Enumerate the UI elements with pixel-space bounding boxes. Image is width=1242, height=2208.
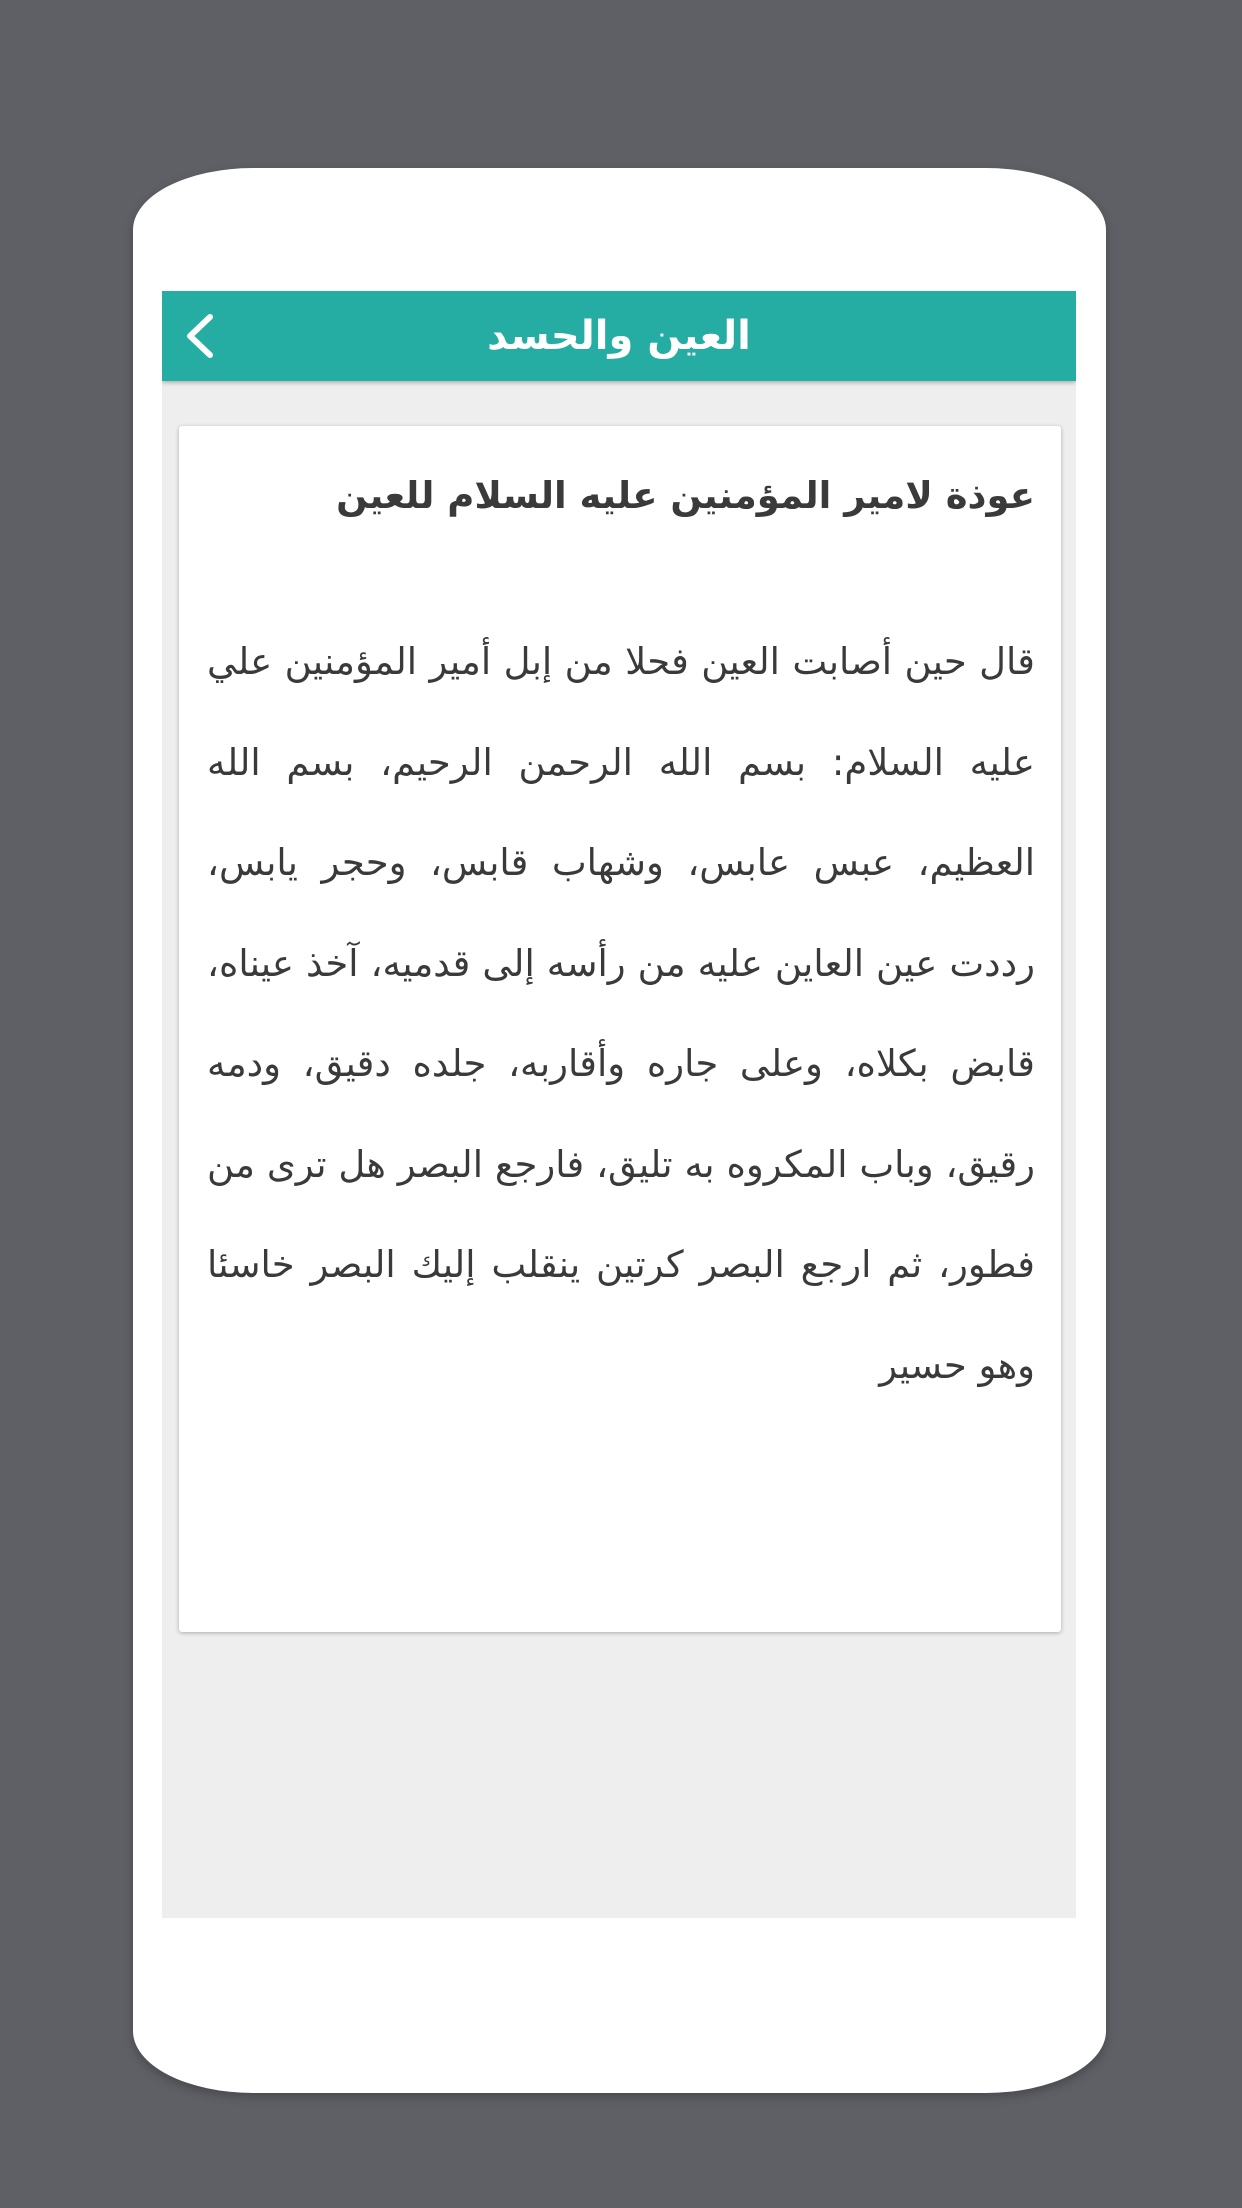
card-heading: عوذة لامير المؤمنين عليه السلام للعين — [336, 474, 1035, 517]
content-card — [179, 426, 1061, 1632]
app-bar — [162, 291, 1076, 381]
page-title: العين والحسد — [487, 313, 751, 359]
app-screen — [162, 291, 1076, 1918]
chevron-left-icon[interactable] — [170, 306, 230, 366]
card-body-text: قال حين أصابت العين فحلا من إبل أمير المؤمنين علي عليه السلام: بسم الله الرحمن الرحيم، بسم الله العظيم، عبس عابس، وشهاب قابس، وحجر يابس، رددت عين العاين عليه من رأسه إلى قدميه، آخذ عيناه، قابض بكلاه، وعلى جاره وأقاربه، جلده دقيق، ودمه رقيق، وباب المكروه به تليق، فارجع البصر هل ترى من فطور، ثم ارجع البصر كرتين ينقلب إليك البصر خاسئا وهو حسير — [207, 640, 1035, 1387]
